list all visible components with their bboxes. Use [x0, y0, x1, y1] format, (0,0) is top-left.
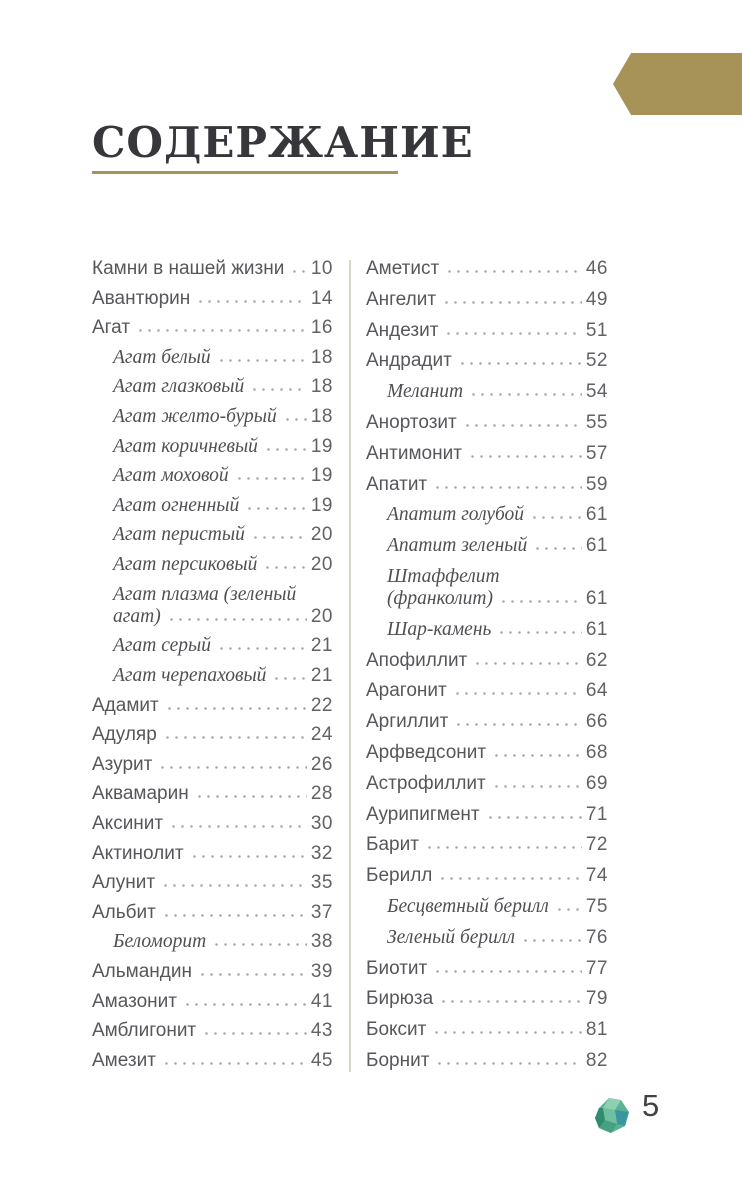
toc-entry: [366, 896, 608, 918]
toc-entry-page: 20: [310, 554, 333, 576]
toc-entry-page: 69: [585, 772, 608, 794]
dot-leader: [439, 990, 582, 1004]
dot-leader: [183, 993, 307, 1007]
toc-entry: [366, 412, 608, 434]
toc-entry-page: 10: [310, 258, 333, 279]
dot-leader: [530, 506, 582, 520]
toc-entry-page: 74: [585, 865, 608, 887]
dot-leader: [433, 476, 582, 490]
toc-entry-page: 61: [585, 504, 608, 526]
toc-entry-page: 37: [310, 901, 333, 923]
toc-entry: [366, 1019, 608, 1041]
toc-entry-label: Беломорит: [113, 931, 207, 953]
dot-leader: [433, 960, 582, 974]
toc-entry-page: 64: [585, 680, 608, 702]
toc-entry-page: 72: [585, 834, 608, 856]
toc-entry-page: 18: [310, 346, 333, 368]
toc-entry-page: 71: [585, 803, 608, 825]
toc-entry-page: 62: [585, 649, 608, 671]
toc-entry-page: 21: [310, 664, 333, 686]
dot-leader: [454, 713, 582, 727]
toc-entry: [92, 961, 333, 983]
dot-leader: [497, 621, 581, 635]
dot-leader: [425, 836, 582, 850]
dot-leader: [264, 438, 307, 452]
dot-leader: [163, 726, 307, 740]
toc-entry-page: 55: [585, 411, 608, 433]
toc-entry-page: 26: [310, 753, 333, 775]
toc-entry-label: Авантюрин: [92, 287, 191, 309]
toc-entry-label: Шар-камень: [387, 618, 492, 640]
toc-entry: [366, 474, 608, 496]
toc-entry: [92, 495, 333, 517]
toc-entry-label: Апофиллит: [366, 649, 468, 671]
table-of-contents: [92, 258, 608, 1072]
toc-entry: [92, 376, 333, 398]
toc-entry: [92, 902, 333, 924]
toc-entry-page: 59: [585, 473, 608, 495]
dot-leader: [290, 260, 307, 274]
toc-entry-page: 14: [310, 287, 333, 309]
toc-entry-label: Альбит: [92, 901, 156, 923]
toc-entry-label: Бесцветный берилл: [387, 895, 549, 917]
toc-entry-label: Астрофиллит: [366, 772, 486, 794]
dot-leader: [469, 383, 582, 397]
toc-entry-page: 45: [310, 1049, 333, 1071]
dot-leader: [432, 1021, 581, 1035]
toc-entry-page: 51: [585, 319, 608, 341]
toc-entry-page: 38: [310, 931, 333, 953]
toc-entry-label: Андезит: [366, 319, 439, 341]
toc-entry-label: Агат: [92, 317, 131, 339]
toc-entry: [366, 289, 608, 311]
toc-entry-label: Агат персиковый: [113, 554, 258, 576]
toc-entry-page: 76: [585, 926, 608, 948]
toc-entry: [92, 406, 333, 428]
toc-entry-label: Агат серый: [113, 635, 211, 657]
toc-entry-page: 21: [310, 635, 333, 657]
dot-leader: [533, 537, 582, 551]
toc-entry-page: 41: [310, 990, 333, 1012]
toc-entry: [92, 436, 333, 458]
toc-entry-page: 61: [585, 535, 608, 557]
toc-entry-page: 66: [585, 711, 608, 733]
toc-entry: [366, 773, 608, 795]
dot-leader: [235, 467, 307, 481]
toc-entry: [366, 535, 608, 557]
title-underline: [92, 171, 398, 174]
dot-leader: [162, 1052, 307, 1066]
toc-entry-page: 22: [310, 694, 333, 716]
toc-column-left: [92, 258, 333, 1072]
toc-entry-page: 20: [310, 524, 333, 546]
toc-entry-page: 28: [310, 783, 333, 805]
toc-entry: [366, 350, 608, 372]
toc-entry-label: Арфведсонит: [366, 741, 487, 763]
toc-entry-label: Арагонит: [366, 680, 447, 702]
toc-entry: [92, 813, 333, 835]
toc-entry: [92, 724, 333, 746]
toc-entry-page: 61: [585, 618, 608, 640]
toc-entry-label: Альмандин: [92, 961, 192, 983]
dot-leader: [212, 933, 307, 947]
toc-entry-label: Аурипигмент: [366, 803, 480, 825]
dot-leader: [251, 526, 307, 540]
toc-entry: [92, 288, 333, 310]
toc-entry-label: Адуляр: [92, 724, 157, 746]
toc-entry-label: агат): [113, 605, 161, 627]
toc-entry: [92, 754, 333, 776]
toc-entry-label: Аргиллит: [366, 711, 449, 733]
toc-entry-label: Азурит: [92, 753, 153, 775]
toc-entry-page: 18: [310, 406, 333, 428]
dot-leader: [458, 352, 582, 366]
toc-entry-page: 49: [585, 288, 608, 310]
toc-entry-label: Аквамарин: [92, 783, 189, 805]
dot-leader: [217, 349, 307, 363]
dot-leader: [245, 497, 307, 511]
toc-entry: [92, 317, 333, 339]
toc-entry: [366, 381, 608, 403]
dot-leader: [161, 874, 307, 888]
toc-entry-page: 68: [585, 741, 608, 763]
toc-entry-page: 32: [310, 842, 333, 864]
toc-entry-page: 30: [310, 812, 333, 834]
dot-leader: [202, 1022, 307, 1036]
toc-entry: [366, 680, 608, 702]
toc-entry-page: 39: [310, 961, 333, 983]
toc-entry: [92, 465, 333, 487]
toc-entry-page: 19: [310, 435, 333, 457]
toc-entry-label: Адамит: [92, 694, 159, 716]
toc-entry-label: Берилл: [366, 865, 433, 887]
toc-entry: [366, 958, 608, 980]
toc-entry-label: Агат белый: [113, 346, 211, 368]
toc-entry: [92, 695, 333, 717]
toc-entry-page: 16: [310, 317, 333, 339]
toc-entry-label: Алунит: [92, 872, 156, 894]
toc-entry-page: 52: [585, 350, 608, 372]
toc-entry-page: 81: [585, 1019, 608, 1041]
toc-entry-label: Барит: [366, 834, 419, 856]
dot-leader: [198, 963, 307, 977]
toc-entry-label: Агат перистый: [113, 524, 245, 546]
toc-entry-page: 43: [310, 1020, 333, 1042]
toc-entry-page: 77: [585, 957, 608, 979]
dot-leader: [468, 445, 582, 459]
dot-leader: [499, 590, 582, 604]
dot-leader: [435, 1052, 581, 1066]
toc-entry: [92, 524, 333, 546]
dot-leader: [167, 608, 307, 622]
toc-entry-page: 46: [585, 258, 608, 279]
dot-leader: [217, 637, 307, 651]
toc-entry-label: Ангелит: [366, 288, 437, 310]
dot-leader: [473, 652, 582, 666]
dot-leader: [195, 785, 307, 799]
toc-entry: [92, 1050, 333, 1072]
toc-entry: [92, 931, 333, 953]
toc-entry-label-line1: Агат плазма (зеленый: [113, 583, 297, 605]
dot-leader: [463, 414, 582, 428]
toc-entry-label: Амазонит: [92, 990, 177, 1012]
toc-entry-label: Биотит: [366, 957, 428, 979]
toc-entry-page: 35: [310, 872, 333, 894]
dot-leader: [492, 775, 582, 789]
toc-entry: [366, 320, 608, 342]
toc-entry: [92, 843, 333, 865]
toc-entry-label: Агат моховой: [113, 465, 229, 487]
page-title: СОДЕРЖАНИЕ: [92, 118, 474, 167]
toc-entry: [366, 804, 608, 826]
toc-entry-label: Борнит: [366, 1049, 430, 1071]
dot-leader: [196, 290, 307, 304]
toc-column-right: [366, 258, 608, 1072]
dot-leader: [486, 806, 582, 820]
toc-entry: [92, 635, 333, 657]
dot-leader: [438, 867, 581, 881]
toc-entry: [366, 865, 608, 887]
toc-entry-label: Агат коричневый: [113, 435, 258, 457]
toc-entry-label: Андрадит: [366, 350, 452, 372]
toc-entry-page: 24: [310, 724, 333, 746]
toc-entry: [366, 443, 608, 465]
toc-entry-page: 19: [310, 494, 333, 516]
toc-entry: [92, 347, 333, 369]
toc-entry: [92, 783, 333, 805]
toc-entry: [366, 742, 608, 764]
toc-entry-label: Бирюза: [366, 988, 434, 1010]
dot-leader: [444, 322, 581, 336]
toc-entry-page: 18: [310, 376, 333, 398]
corner-banner: [613, 53, 742, 115]
toc-entry: [366, 650, 608, 672]
toc-entry-page: 57: [585, 442, 608, 464]
toc-entry: [366, 619, 608, 641]
dot-leader: [453, 682, 582, 696]
toc-entry: [366, 988, 608, 1010]
toc-entry-label: Боксит: [366, 1019, 427, 1041]
toc-entry-page: 54: [585, 381, 608, 403]
toc-entry-label: Апатит голубой: [387, 504, 525, 526]
toc-entry-label: Амблигонит: [92, 1020, 197, 1042]
toc-entry-label: Меланит: [387, 381, 464, 403]
toc-entry: [366, 1050, 608, 1072]
toc-entry: [92, 665, 333, 687]
toc-entry: [366, 504, 608, 526]
toc-entry: [92, 872, 333, 894]
dot-leader: [169, 815, 307, 829]
toc-entry-label: Актинолит: [92, 842, 184, 864]
toc-entry: [92, 991, 333, 1013]
toc-entry-label: Аметист: [366, 258, 440, 279]
dot-leader: [442, 291, 582, 305]
toc-entry-label-line1: Штаффелит: [387, 565, 500, 587]
toc-entry-label: Зеленый берилл: [387, 926, 515, 948]
dot-leader: [445, 260, 582, 274]
gemstone-icon: [591, 1096, 631, 1134]
toc-entry-page: 61: [585, 587, 608, 609]
dot-leader: [272, 667, 306, 681]
toc-entry-label: Антимонит: [366, 442, 462, 464]
toc-entry: [366, 927, 608, 949]
toc-entry-page: 79: [585, 988, 608, 1010]
toc-entry: [366, 711, 608, 733]
toc-entry-label: (франколит): [387, 587, 493, 609]
toc-entry: [92, 584, 333, 628]
dot-leader: [492, 744, 582, 758]
dot-leader: [521, 929, 582, 943]
toc-entry-label: Агат глазковый: [113, 376, 245, 398]
dot-leader: [263, 556, 307, 570]
toc-entry-label: Апатит: [366, 473, 428, 495]
folio-page-number: 5: [642, 1088, 660, 1123]
dot-leader: [158, 756, 307, 770]
toc-entry-page: 75: [585, 895, 608, 917]
toc-entry-label: Амезит: [92, 1049, 156, 1071]
toc-entry-label: Апатит зеленый: [387, 535, 528, 557]
toc-entry: [92, 1020, 333, 1042]
dot-leader: [165, 697, 307, 711]
toc-entry: [366, 834, 608, 856]
dot-leader: [190, 845, 307, 859]
toc-entry: [366, 258, 608, 280]
dot-leader: [162, 904, 307, 918]
dot-leader: [283, 408, 307, 422]
dot-leader: [555, 898, 582, 912]
toc-entry: [92, 554, 333, 576]
toc-entry-page: 20: [310, 605, 333, 627]
toc-entry: [366, 566, 608, 610]
toc-entry-page: 19: [310, 465, 333, 487]
column-divider: [349, 260, 351, 1072]
toc-entry-label: Анортозит: [366, 411, 457, 433]
page-header: [92, 118, 474, 174]
toc-entry-label: Агат огненный: [113, 494, 240, 516]
dot-leader: [136, 319, 307, 333]
toc-entry-label: Агат черепаховый: [113, 664, 267, 686]
dot-leader: [250, 378, 307, 392]
toc-entry-label: Аксинит: [92, 812, 164, 834]
toc-entry-page: 82: [585, 1049, 608, 1071]
toc-entry: [92, 258, 333, 280]
toc-entry-label: Агат желто-бурый: [113, 406, 277, 428]
toc-entry-label: Камни в нашей жизни: [92, 258, 285, 279]
